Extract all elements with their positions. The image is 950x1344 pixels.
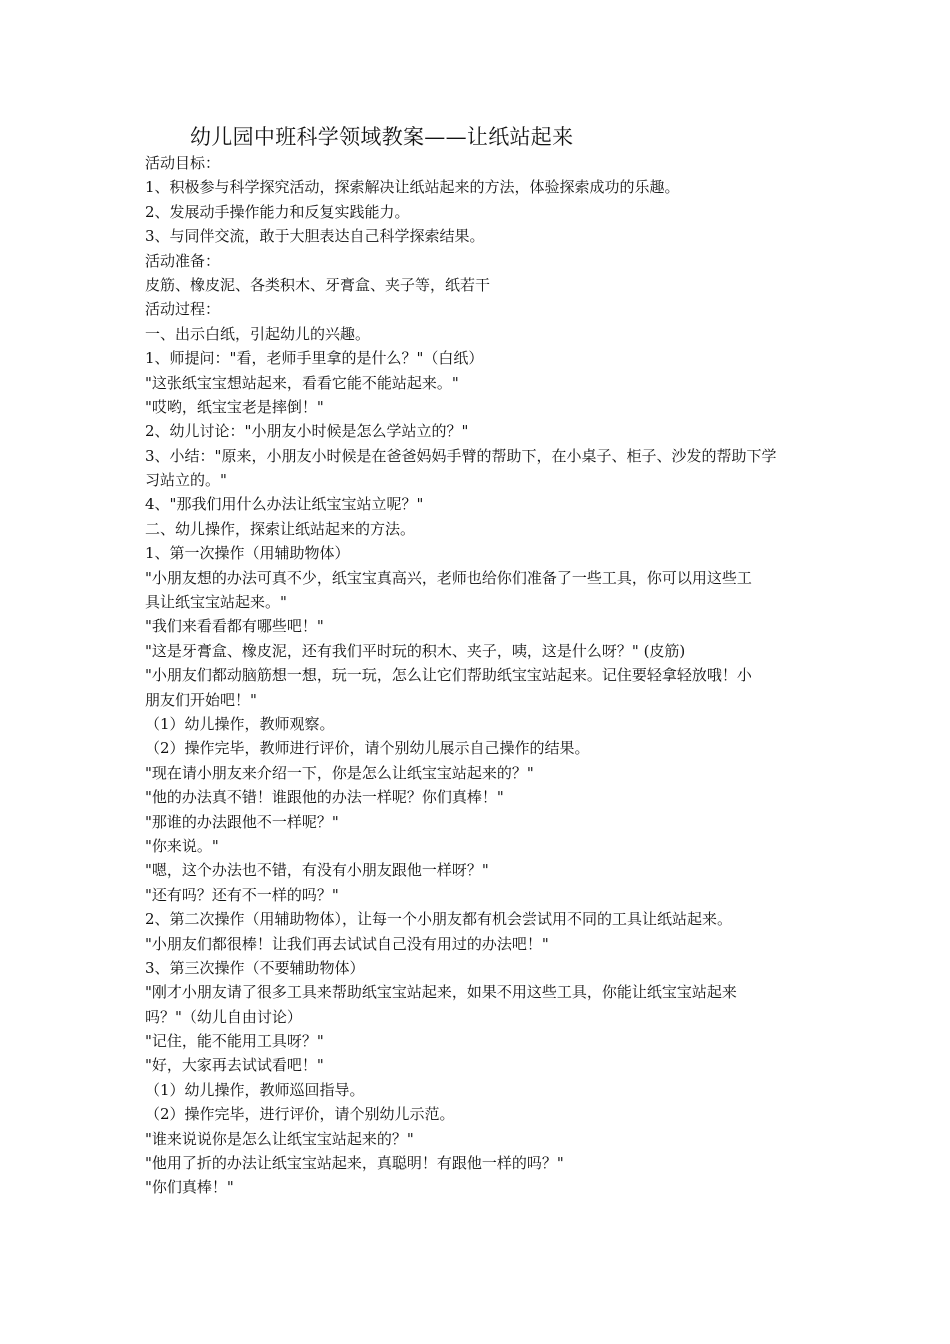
goal-item: 3、与同伴交流，敢于大胆表达自己科学探索结果。 <box>145 227 485 246</box>
process-line: "你来说。" <box>145 836 219 855</box>
process-line: "小朋友们都很棒！让我们再去试试自己没有用过的办法吧！" <box>145 934 549 953</box>
process-line: 3、第三次操作（不要辅助物体） <box>145 958 365 977</box>
process-line: 一、出示白纸，引起幼儿的兴趣。 <box>145 324 371 343</box>
process-line: "好，大家再去试试看吧！" <box>145 1056 324 1075</box>
process-line: 1、师提问："看，老师手里拿的是什么？"（白纸） <box>145 349 484 368</box>
process-line: 1、第一次操作（用辅助物体） <box>145 544 350 563</box>
goal-item: 1、积极参与科学探究活动，探索解决让纸站起来的方法，体验探索成功的乐趣。 <box>145 178 680 197</box>
process-line: 2、幼儿讨论："小朋友小时候是怎么学站立的？" <box>145 422 469 441</box>
process-line: 3、小结："原来，小朋友小时候是在爸爸妈妈手臂的帮助下，在小桌子、柜子、沙发的帮助下学 <box>145 446 777 465</box>
process-line: "谁来说说你是怎么让纸宝宝站起来的？" <box>145 1129 414 1148</box>
document-title: 幼儿园中班科学领域教案——让纸站起来 <box>190 125 574 149</box>
process-line: 吗？"（幼儿自由讨论） <box>145 1007 302 1026</box>
process-line: "你们真棒！" <box>145 1178 234 1197</box>
process-line: 具让纸宝宝站起来。" <box>145 593 287 612</box>
process-line: "小朋友们都动脑筋想一想，玩一玩，怎么让它们帮助纸宝宝站起来。记住要轻拿轻放哦！小 <box>145 666 752 685</box>
process-line: "刚才小朋友请了很多工具来帮助纸宝宝站起来，如果不用这些工具，你能让纸宝宝站起来 <box>145 983 737 1002</box>
section-heading-process: 活动过程： <box>145 300 221 319</box>
document-body <box>145 151 813 1200</box>
process-line: "现在请小朋友来介绍一下，你是怎么让纸宝宝站起来的？" <box>145 763 534 782</box>
process-line: "小朋友想的办法可真不少，纸宝宝真高兴，老师也给你们准备了一些工具，你可以用这些工 <box>145 568 752 587</box>
process-line: "嗯，这个办法也不错，有没有小朋友跟他一样呀？" <box>145 861 489 880</box>
process-line: "记住，能不能用工具呀？" <box>145 1032 324 1051</box>
process-line: "哎哟，纸宝宝老是摔倒！" <box>145 397 324 416</box>
process-line: 4、"那我们用什么办法让纸宝宝站立呢？" <box>145 495 424 514</box>
section-heading-preparation: 活动准备： <box>145 251 221 270</box>
process-line: （1）幼儿操作，教师巡回指导。 <box>145 1080 365 1099</box>
process-line: "这张纸宝宝想站起来，看看它能不能站起来。" <box>145 373 459 392</box>
process-line: "他的办法真不错！谁跟他的办法一样呢？你们真棒！" <box>145 788 504 807</box>
process-line: "那谁的办法跟他不一样呢？" <box>145 812 339 831</box>
process-line: 习站立的。" <box>145 471 227 490</box>
goal-item: 2、发展动手操作能力和反复实践能力。 <box>145 202 410 221</box>
process-line: "我们来看看都有哪些吧！" <box>145 617 324 636</box>
process-line: （2）操作完毕，进行评价，请个别幼儿示范。 <box>145 1105 455 1124</box>
process-line: "这是牙膏盒、橡皮泥，还有我们平时玩的积木、夹子，咦，这是什么呀？" (皮筋) <box>145 641 686 660</box>
process-line: "还有吗？还有不一样的吗？" <box>145 885 339 904</box>
process-line: （1）幼儿操作，教师观察。 <box>145 714 335 733</box>
process-line: 朋友们开始吧！" <box>145 690 257 709</box>
process-line: 2、第二次操作（用辅助物体），让每一个小朋友都有机会尝试用不同的工具让纸站起来。 <box>145 910 733 929</box>
process-line: （2）操作完毕，教师进行评价，请个别幼儿展示自己操作的结果。 <box>145 739 590 758</box>
preparation-text: 皮筋、橡皮泥、各类积木、牙膏盒、夹子等，纸若干 <box>145 275 491 294</box>
process-line: "他用了折的办法让纸宝宝站起来，真聪明！有跟他一样的吗？" <box>145 1154 564 1173</box>
section-heading-goals: 活动目标： <box>145 154 221 172</box>
process-line: 二、幼儿操作，探索让纸站起来的方法。 <box>145 519 416 538</box>
